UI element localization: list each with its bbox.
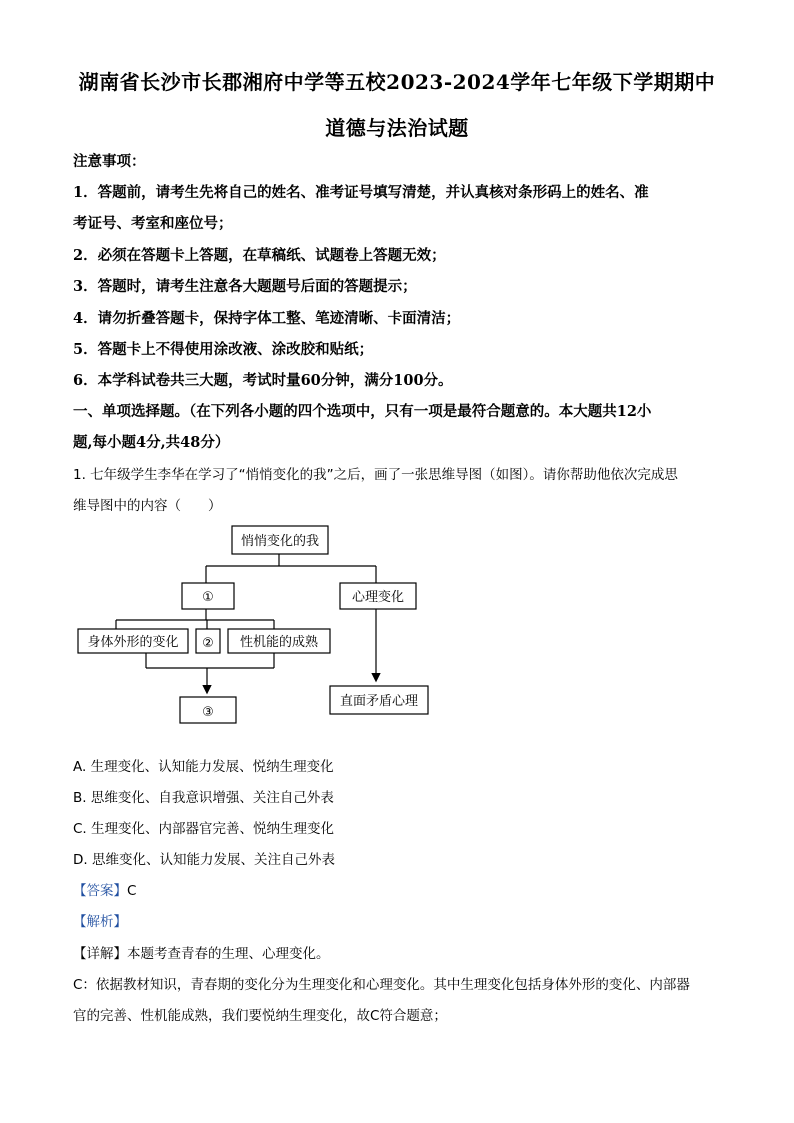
blank3-label: ③ <box>202 705 214 720</box>
answer-value: C <box>127 883 137 899</box>
notice-item-1: 1．答题前，请考生先将自己的姓名、准考证号填写清楚，并认真核对条形码上的姓名、准 <box>73 184 649 201</box>
notice-item-6: 6．本学科试卷共三大题，考试时量60分钟，满分100分。 <box>73 372 453 389</box>
left-child-label: 身体外形的变化 <box>87 635 179 650</box>
root-label: 悄悄变化的我 <box>240 534 320 549</box>
analysis-line <box>73 910 127 930</box>
answer-line <box>73 879 136 899</box>
psych-label: 心理变化 <box>351 590 405 605</box>
notice-item-5: 5．答题卡上不得使用涂改液、涂改胶和贴纸； <box>73 341 374 358</box>
blank2-label: ② <box>202 636 214 651</box>
explanation-line-1: C：依据教材知识，青春期的变化分为生理变化和心理变化。其中生理变化包括身体外形的变化、内部器 <box>73 977 690 993</box>
question-stem-cont: 维导图中的内容（ ） <box>73 498 222 514</box>
notice-item-2: 2．必须在答题卡上答题，在草稿纸、试题卷上答题无效； <box>73 247 446 264</box>
analysis-label: 【解析】 <box>73 914 127 930</box>
section-heading: 一、单项选择题。（在下列各小题的四个选项中，只有一项是最符合题意的。本大题共12小 <box>73 403 652 420</box>
page-title: 湖南省长沙市长郡湘府中学等五校2023-2024学年七年级下学期期中 <box>78 70 716 94</box>
answer-label: 【答案】 <box>73 883 127 899</box>
question-stem: 1. 七年级学生李华在学习了“悄悄变化的我”之后，画了一张思维导图（如图）。请你帮助他依次完成思 <box>73 467 678 483</box>
notice-item-3: 3．答题时，请考生注意各大题题号后面的答题提示； <box>73 278 417 295</box>
option-b: B. 思维变化、自我意识增强、关注自己外表 <box>73 790 334 806</box>
option-c: C. 生理变化、内部器官完善、悦纳生理变化 <box>73 821 335 837</box>
detail-text: 本题考查青春的生理、心理变化。 <box>127 946 330 962</box>
notice-heading: 注意事项： <box>73 153 146 170</box>
mind-map-diagram <box>76 520 436 732</box>
detail-label: 【详解】 <box>73 946 127 962</box>
right-child-label: 性机能的成熟 <box>239 635 319 650</box>
blank1-label: ① <box>202 590 214 605</box>
page-subtitle: 道德与法治试题 <box>325 116 469 140</box>
notice-item-4: 4．请勿折叠答题卡，保持字体工整、笔迹清晰、卡面清洁； <box>73 310 461 327</box>
option-d: D. 思维变化、认知能力发展、关注自己外表 <box>73 852 335 868</box>
notice-item-1-cont: 考证号、考室和座位号； <box>73 215 233 232</box>
detail-line <box>73 942 330 962</box>
option-a: A. 生理变化、认知能力发展、悦纳生理变化 <box>73 759 334 775</box>
explanation-line-2: 官的完善、性机能成熟，我们要悦纳生理变化，故C符合题意； <box>73 1008 447 1024</box>
section-heading-cont: 题,每小题4分,共48分） <box>73 434 230 451</box>
psych-result-label: 直面矛盾心理 <box>339 694 419 709</box>
